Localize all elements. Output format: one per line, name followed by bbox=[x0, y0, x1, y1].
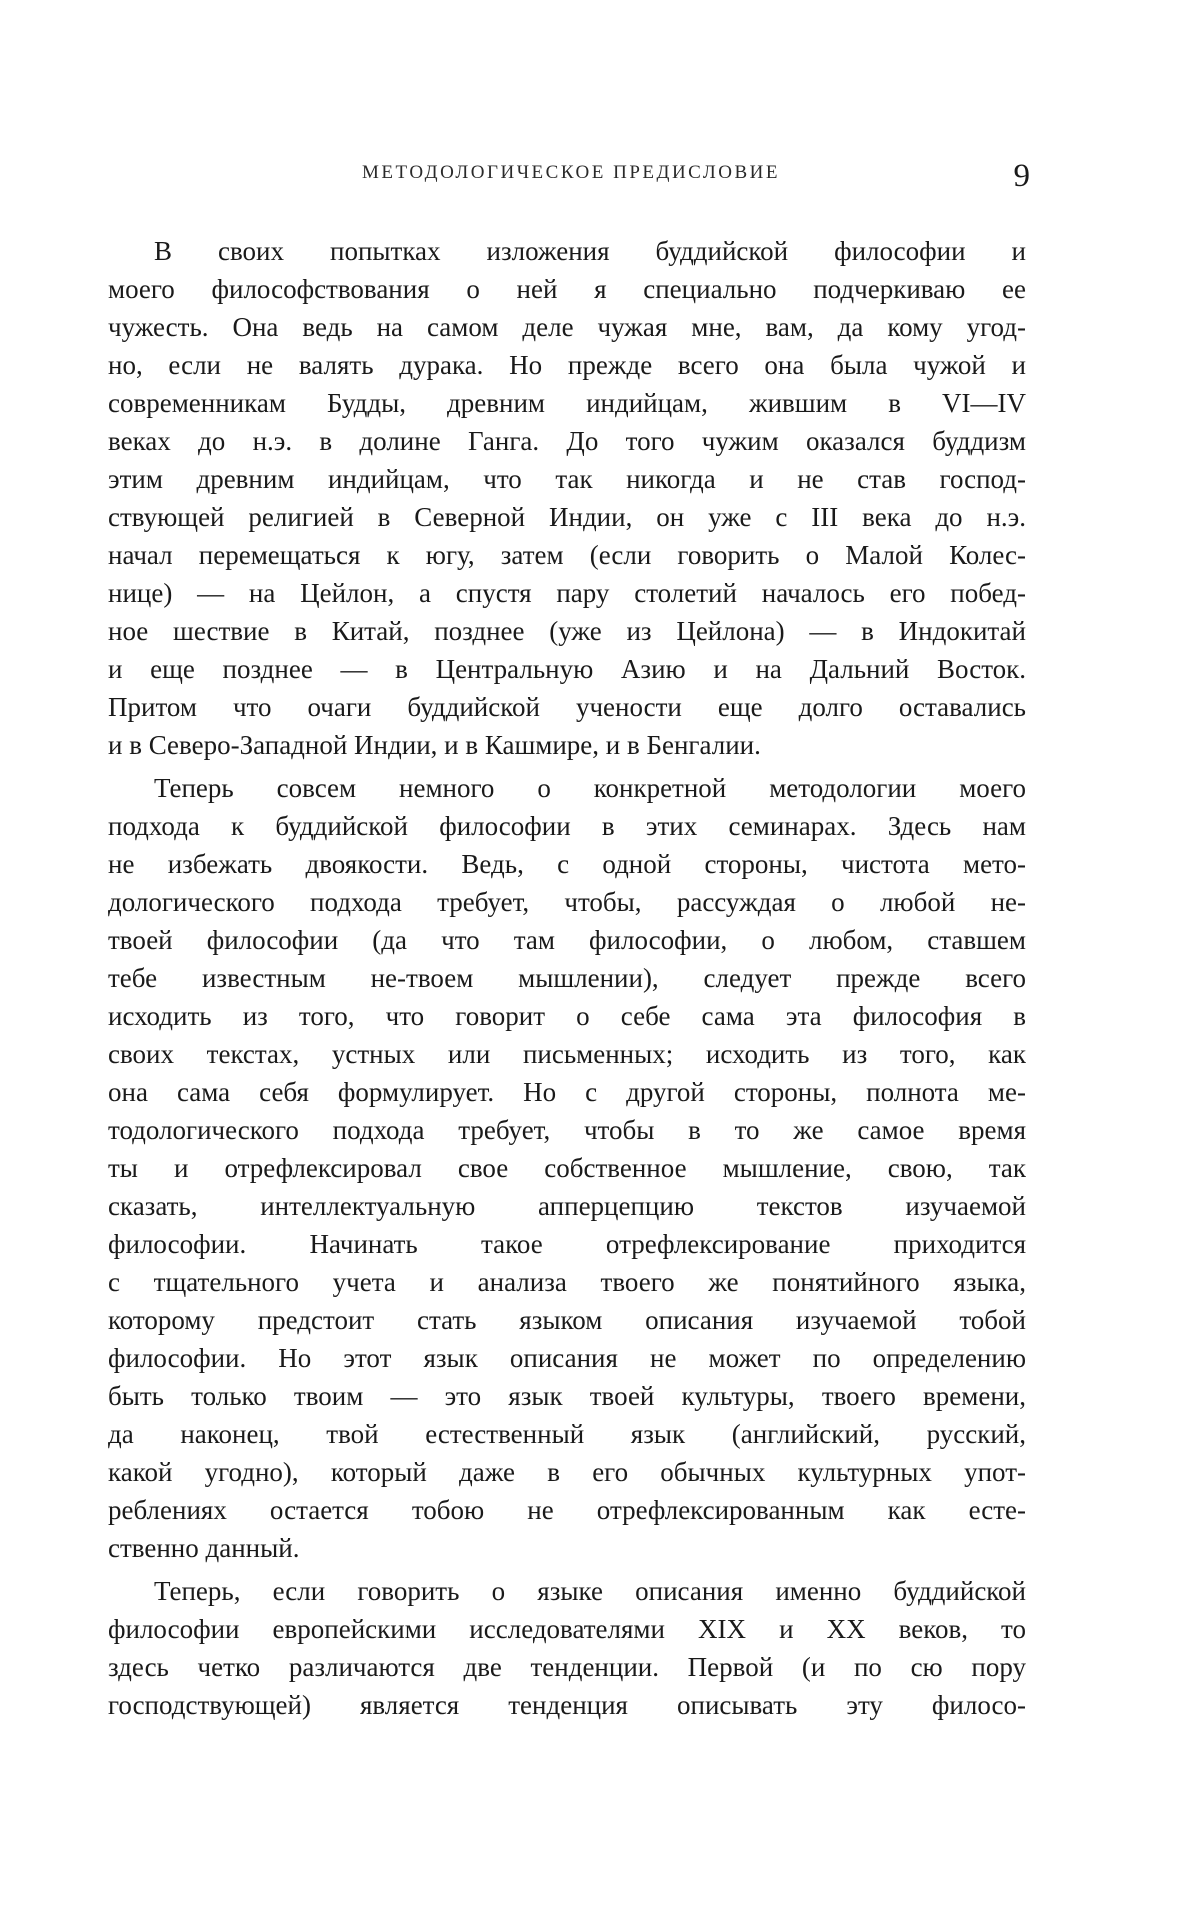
text-line: но, если не валять дурака. Но прежде всего она была чужой и bbox=[108, 350, 1026, 380]
text-line: и в Северо-Западной Индии, и в Кашмире, и в Бенгалии. bbox=[108, 730, 761, 760]
text-line: да наконец, твой естественный язык (английский, русский, bbox=[108, 1419, 1026, 1449]
text-line: какой угодно), который даже в его обычных культурных упот- bbox=[108, 1457, 1026, 1487]
text-line: нице) — на Цейлон, а спустя пару столетий началось его побед- bbox=[108, 578, 1026, 608]
text-line: не избежать двоякости. Ведь, с одной стороны, чистота мето- bbox=[108, 849, 1026, 879]
text-line: дологического подхода требует, чтобы, рассуждая о любой не- bbox=[108, 887, 1026, 917]
paragraph bbox=[108, 232, 1026, 764]
text-line: современникам Будды, древним индийцам, жившим в VI—IV bbox=[108, 388, 1026, 418]
text-line: и еще позднее — в Центральную Азию и на Дальний Восток. bbox=[108, 654, 1026, 684]
text-line: веках до н.э. в долине Ганга. До того чужим оказался буддизм bbox=[108, 426, 1026, 456]
text-line: Притом что очаги буддийской учености еще долго оставались bbox=[108, 692, 1026, 722]
text-line: ное шествие в Китай, позднее (уже из Цейлона) — в Индокитай bbox=[108, 616, 1026, 646]
text-line: чужесть. Она ведь на самом деле чужая мне, вам, да кому угод- bbox=[108, 312, 1026, 342]
text-line: ственно данный. bbox=[108, 1533, 300, 1563]
text-line: Теперь, если говорить о языке описания именно буддийской bbox=[154, 1576, 1026, 1606]
text-line: ты и отрефлексировал свое собственное мышление, свою, так bbox=[108, 1153, 1026, 1183]
text-line: быть только твоим — это язык твоей культуры, твоего времени, bbox=[108, 1381, 1026, 1411]
text-line: с тщательного учета и анализа твоего же понятийного языка, bbox=[108, 1267, 1026, 1297]
text-line: философии. Начинать такое отрефлексирование приходится bbox=[108, 1229, 1026, 1259]
running-header-title: МЕТОДОЛОГИЧЕСКОЕ ПРЕДИСЛОВИЕ bbox=[362, 162, 780, 183]
text-line: этим древним индийцам, что так никогда и не став господ- bbox=[108, 464, 1026, 494]
text-line: своих текстах, устных или письменных; исходить из того, как bbox=[108, 1039, 1026, 1069]
text-line: Теперь совсем немного о конкретной методологии моего bbox=[154, 773, 1026, 803]
paragraph bbox=[108, 769, 1026, 1567]
text-line: тебе известным не-твоем мышлении), следует прежде всего bbox=[108, 963, 1026, 993]
body-text bbox=[108, 232, 1026, 1724]
text-line: господствующей) является тенденция описывать эту филосо- bbox=[108, 1690, 1026, 1720]
text-line: твоей философии (да что там философии, о любом, ставшем bbox=[108, 925, 1026, 955]
text-line: В своих попытках изложения буддийской философии и bbox=[154, 236, 1026, 266]
text-line: исходить из того, что говорит о себе сама эта философия в bbox=[108, 1001, 1026, 1031]
paragraph bbox=[108, 1572, 1026, 1724]
text-line: моего философствования о ней я специально подчеркиваю ее bbox=[108, 274, 1026, 304]
text-line: подхода к буддийской философии в этих семинарах. Здесь нам bbox=[108, 811, 1026, 841]
text-line: здесь четко различаются две тенденции. Первой (и по сю пору bbox=[108, 1652, 1026, 1682]
running-header bbox=[108, 158, 1034, 198]
text-line: ствующей религией в Северной Индии, он уже с III века до н.э. bbox=[108, 502, 1026, 532]
text-line: философии европейскими исследователями XIX и XX веков, то bbox=[108, 1614, 1026, 1644]
text-line: реблениях остается тобою не отрефлексированным как есте- bbox=[108, 1495, 1026, 1525]
text-line: начал перемещаться к югу, затем (если говорить о Малой Колес- bbox=[108, 540, 1026, 570]
text-line: она сама себя формулирует. Но с другой стороны, полнота ме- bbox=[108, 1077, 1026, 1107]
text-line: сказать, интеллектуальную апперцепцию текстов изучаемой bbox=[108, 1191, 1026, 1221]
page-number: 9 bbox=[1013, 158, 1030, 194]
text-line: философии. Но этот язык описания не может по определению bbox=[108, 1343, 1026, 1373]
text-line: которому предстоит стать языком описания изучаемой тобой bbox=[108, 1305, 1026, 1335]
text-line: тодологического подхода требует, чтобы в то же самое время bbox=[108, 1115, 1026, 1145]
